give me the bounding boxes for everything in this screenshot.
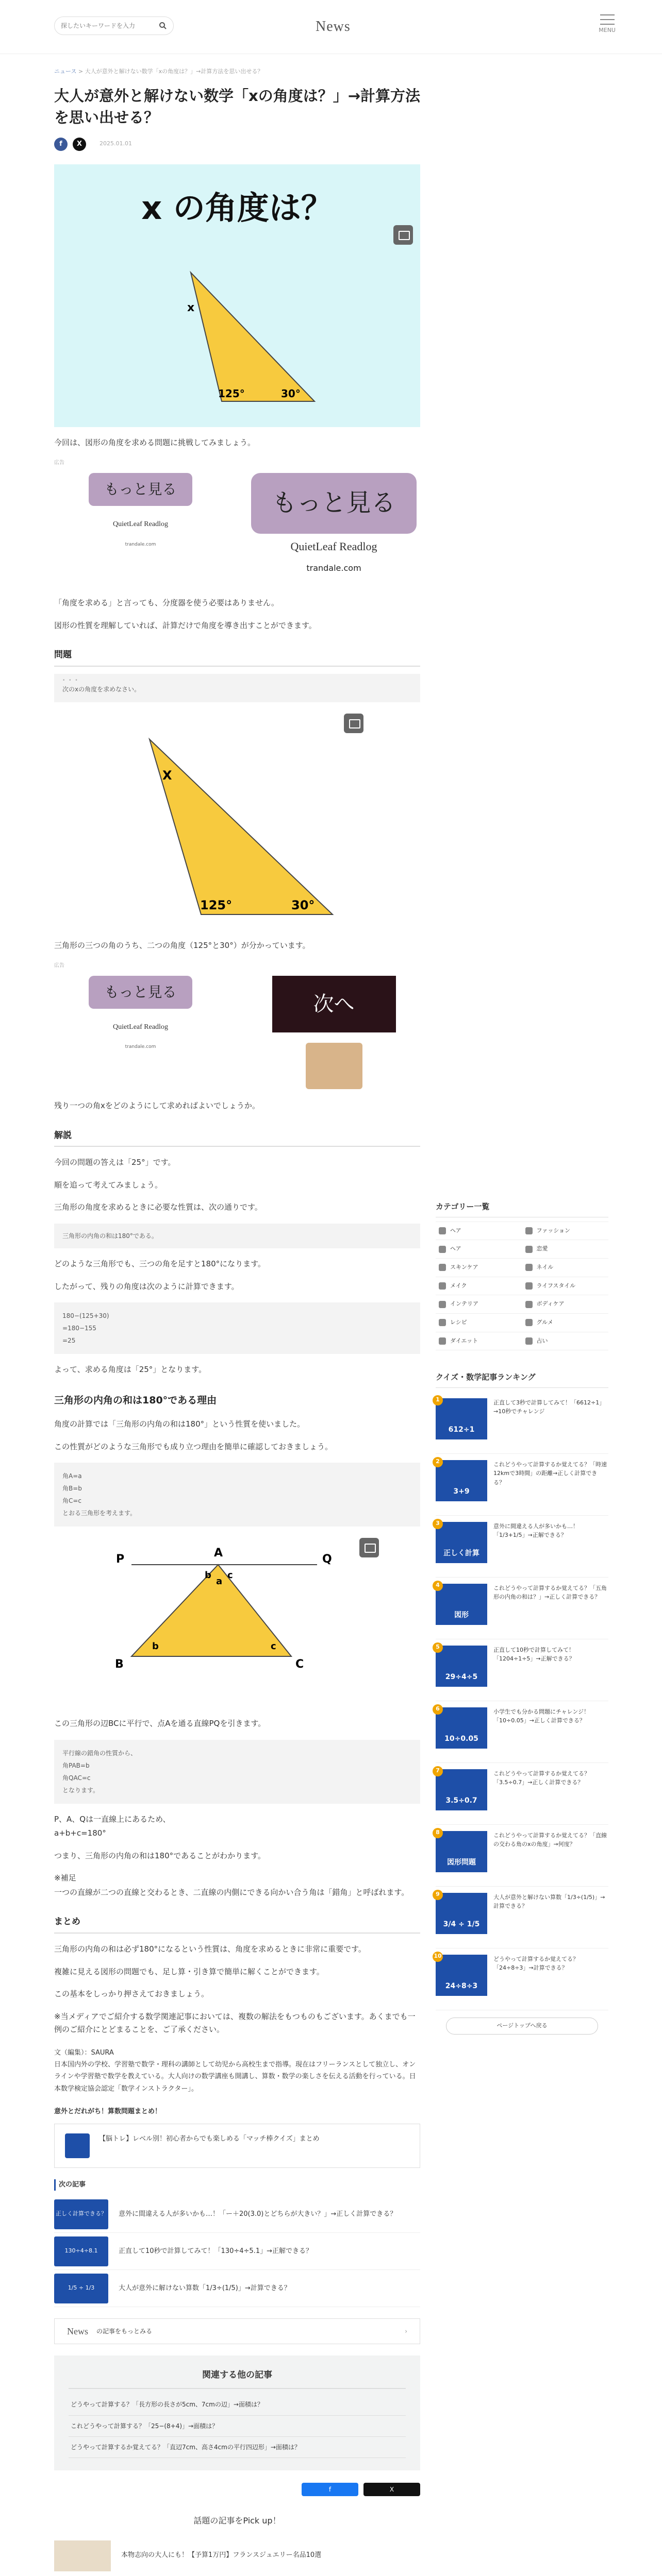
category-label: ヘア — [450, 1227, 461, 1234]
follow-logo: News — [67, 2326, 88, 2336]
ad-card-dark[interactable] — [247, 969, 420, 1090]
proof-figure — [54, 1533, 420, 1708]
hero-label-x: x — [187, 301, 195, 314]
ranking-title-text[interactable]: 正直して10秒で計算してみて！「1204÷1÷5」→正解できる？ — [493, 1646, 575, 1663]
answer-paragraph-1: 今回の問題の答えは「25°」です。 — [54, 1158, 176, 1167]
ranking-item[interactable] — [436, 1825, 608, 1887]
hero-image — [54, 164, 420, 427]
category-grid — [436, 1222, 608, 1351]
answer-paragraph-2: 順を追って考えてみましょう。 — [54, 1180, 163, 1190]
category-icon — [525, 1227, 533, 1234]
proof-label-c: C — [295, 1658, 304, 1671]
intro-paragraph-3: 図形の性質を理解していれば、計算だけで角度を導き出すことができます。 — [54, 620, 317, 630]
category-item[interactable] — [522, 1314, 609, 1332]
ranking-title-text[interactable]: これどうやって計算するか覚えてる？「五角形の内角の和は？」→正しく計算できる？ — [493, 1584, 607, 1601]
ad-image — [306, 1043, 362, 1089]
category-icon — [525, 1264, 533, 1271]
problem-box — [54, 674, 420, 702]
reason-box — [54, 1463, 420, 1527]
category-icon — [439, 1227, 446, 1234]
ranking-thumbnail — [436, 1584, 487, 1625]
proof-angle-c: c — [271, 1641, 276, 1652]
summary-paragraph-2: 複雑に見える図形の問題でも、足し算・引き算で簡単に解くことができます。 — [54, 1967, 324, 1976]
category-icon — [439, 1319, 446, 1326]
category-title: カテゴリー一覧 — [436, 1200, 608, 1217]
ranking-thumb-text: 図形 — [454, 1611, 469, 1620]
problem-triangle — [54, 708, 420, 930]
problem-hint: 三角形の三つの角のうち、二つの角度（125°と30°）が分かっています。 — [54, 940, 310, 950]
category-item[interactable] — [436, 1332, 522, 1351]
category-label: スキンケア — [450, 1263, 478, 1270]
ranking-thumb-text: 正しく計算 — [443, 1549, 479, 1558]
category-icon — [525, 1246, 533, 1253]
ranking-thumbnail — [436, 1955, 487, 1996]
section-problem-heading: 問題 — [54, 648, 420, 667]
next-article-thumbnail: 1/5 ÷ 1/3 — [54, 2274, 108, 2303]
hero-triangle — [54, 164, 420, 427]
reason-line: 角QAC=c — [62, 1774, 91, 1782]
section-summary-heading: まとめ — [54, 1914, 420, 1934]
ad-more-button[interactable]: もっと見る — [89, 976, 192, 1009]
ranking-title-text[interactable]: 意外に間違える人が多いかも…！「1/3+1/5」→正解できる？ — [493, 1522, 578, 1539]
next-article-title[interactable]: 正直して10秒で計算してみて！「130÷4÷5.1」→正解できる？ — [119, 2247, 312, 2255]
ranking-thumb-text: 612÷1 — [448, 1426, 475, 1434]
ad-label: 広告 — [54, 460, 64, 466]
rank-number: 3 — [433, 1519, 443, 1529]
category-icon — [439, 1246, 446, 1253]
ad-brand-large: QuietLeaf Readlog — [290, 539, 377, 553]
category-item[interactable] — [522, 1222, 609, 1241]
ranking-item[interactable] — [436, 1516, 608, 1578]
ranking-title-text[interactable]: どうやって計算するか覚えてる？「24÷8÷3」→計算できる？ — [493, 1955, 578, 1972]
category-item[interactable] — [522, 1295, 609, 1314]
problem-figure — [54, 708, 420, 930]
ad-url: trandale.com — [125, 1044, 156, 1050]
ranking-item[interactable] — [436, 1578, 608, 1639]
category-label: レシピ — [450, 1318, 467, 1326]
category-item[interactable] — [436, 1314, 522, 1332]
category-label: 占い — [536, 1337, 548, 1344]
rank-number: 5 — [433, 1642, 443, 1653]
summary-paragraph-1: 三角形の内角の和は必ず180°になるという性質は、角度を求めるときに非常に重要です。 — [54, 1944, 366, 1954]
next-article-thumbnail: 正しく計算できる？ — [54, 2199, 108, 2229]
proof-diagram — [54, 1533, 420, 1708]
ranking-list — [436, 1392, 608, 2010]
ranking-title: クイズ・数学記事ランキング — [436, 1371, 608, 1388]
hamburger-icon — [600, 14, 615, 25]
category-item[interactable] — [522, 1259, 609, 1277]
related-title: 関連する他の記事 — [69, 2368, 406, 2389]
recommend-title: 意外とだれがち！算数問題まとめ！ — [54, 2108, 162, 2116]
ranking-thumbnail — [436, 1522, 487, 1563]
summary-paragraph-3: この基本をしっかり押さえておきましょう。 — [54, 1989, 209, 1999]
ad-url-large: trandale.com — [306, 563, 361, 573]
recommend-text[interactable]: 【脳トレ】レベル別！初心者からでも楽しめる「マッチ棒クイズ」まとめ — [99, 2135, 320, 2143]
ad-brand: QuietLeaf Readlog — [113, 520, 168, 528]
rank-number: 10 — [433, 1952, 443, 1962]
reason-box-2 — [54, 1740, 420, 1804]
ad-label: 広告 — [54, 963, 64, 969]
calculation-box — [54, 1302, 420, 1354]
reason-line: 角C=c — [62, 1497, 82, 1505]
ranking-thumbnail — [436, 1769, 487, 1810]
rank-number: 7 — [433, 1766, 443, 1776]
category-label: ボディケア — [536, 1300, 565, 1308]
proof-angle-b-top: b — [205, 1570, 211, 1581]
next-article-title[interactable]: 大人が意外に解けない算数「1/3÷(1/5)」→計算できる？ — [119, 2284, 291, 2292]
ranking-item[interactable] — [436, 1454, 608, 1516]
rank-number: 6 — [433, 1704, 443, 1715]
facebook-share-icon[interactable]: f — [54, 138, 68, 151]
ranking-thumbnail — [436, 1643, 487, 1687]
next-article-item[interactable] — [54, 2196, 420, 2233]
proof-label-a: A — [214, 1547, 223, 1560]
next-section-title: 次の記事 — [54, 2179, 420, 2191]
ranking-thumb-text: 3/4 ÷ 1/5 — [443, 1920, 480, 1929]
ranking-title-text[interactable]: これどうやって計算するか覚えてる？「時速12kmで3時間」の距離→正しく計算できる？ — [493, 1461, 607, 1486]
bottom-share-buttons — [54, 2483, 420, 2496]
publish-date: 2025.01.01 — [100, 140, 132, 147]
sidebar — [436, 1200, 608, 2042]
back-to-top-button[interactable]: ページトップへ戻る — [446, 2018, 598, 2035]
answer-paragraph-5: したがって、残りの角度は次のように計算できます。 — [54, 1281, 239, 1291]
next-article-list — [54, 2196, 420, 2307]
ranking-title-text[interactable]: これどうやって計算するか覚えてる？「直線の交わる角のxの角度」→何度？ — [493, 1832, 607, 1848]
site-header — [0, 0, 662, 54]
ranking-thumb-text: 3.5÷0.7 — [445, 1797, 477, 1805]
article-title: 大人が意外と解けない数学「xの角度は？」→計算方法を思い出せる？ — [54, 87, 421, 126]
category-item[interactable] — [436, 1295, 522, 1314]
proof-label-p: P — [116, 1553, 125, 1566]
reason-line: となります。 — [62, 1786, 100, 1794]
category-icon — [525, 1319, 533, 1326]
pickup-thumbnail — [54, 2540, 111, 2571]
ranking-thumb-text: 10÷0.05 — [444, 1735, 478, 1743]
x-share-icon[interactable]: X — [73, 138, 86, 151]
category-label: メイク — [450, 1282, 467, 1289]
search-input[interactable] — [61, 22, 159, 29]
category-item[interactable] — [436, 1277, 522, 1296]
ranking-title-text[interactable]: これどうやって計算するか覚えてる？「3.5÷0.7」→正しく計算できる？ — [493, 1770, 590, 1786]
reason-paragraph-3: この三角形の辺BCに平行で、点Aを通る直線PQを引きます。 — [54, 1719, 266, 1728]
ranking-thumbnail — [436, 1831, 487, 1872]
rank-number: 2 — [433, 1457, 443, 1467]
breadcrumb-current: 大人が意外と解けない数学「xの角度は？」→計算方法を思い出せる？ — [85, 68, 263, 75]
reason-paragraph-5: a+b+c=180° — [54, 1828, 106, 1838]
intro-paragraph-2: 「角度を求める」と言っても、分度器を使う必要はありません。 — [54, 598, 279, 608]
search-box[interactable] — [54, 16, 174, 35]
ranking-thumb-text: 3+9 — [453, 1487, 470, 1496]
note-text: 一つの直線が二つの直線と交わるとき、二直線の内側にできる向かい合う角は「錯角」と呼ばれます。 — [54, 1887, 409, 1897]
category-icon — [525, 1282, 533, 1290]
related-article-link[interactable]: これどうやって計算する？「25−(8+4)」→面積は？ — [69, 2416, 406, 2437]
breadcrumb: ニュース > 大人が意外と解けない数学「xの角度は？」→計算方法を思い出せる？ — [54, 68, 263, 75]
category-label: インテリア — [450, 1300, 478, 1308]
category-label: ヘア — [450, 1245, 461, 1252]
search-icon[interactable] — [159, 22, 167, 30]
breadcrumb-home[interactable]: ニュース — [54, 68, 77, 75]
next-article-thumbnail: 130÷4÷8.1 — [54, 2236, 108, 2266]
category-icon — [439, 1337, 446, 1345]
recommend-thumbnail — [65, 2133, 90, 2158]
category-label: ファッション — [536, 1227, 571, 1234]
rank-number: 8 — [433, 1828, 443, 1838]
ranking-item[interactable] — [436, 1948, 608, 2010]
ad-card-large[interactable] — [247, 466, 420, 587]
category-label: ダイエット — [450, 1337, 478, 1344]
section-answer-heading: 解説 — [54, 1128, 420, 1147]
recommend-card[interactable] — [54, 2124, 420, 2168]
ranking-thumb-text: 24÷8÷3 — [445, 1982, 478, 1991]
category-icon — [439, 1301, 446, 1308]
ranking-thumbnail — [436, 1707, 487, 1749]
reason-heading: 三角形の内角の和は180°である理由 — [54, 1394, 217, 1406]
follow-text[interactable]: の記事をもっとみる — [96, 2328, 153, 2335]
hero-angle-125: 125° — [218, 387, 245, 400]
author-bio: 日本国内外の学校、学習塾で数学・理科の講師として幼児から高校生まで指導。現在はフリーランスとして独立し、オンラインや学習塾で数学を教えている。大人向けの数学講座も開講し、算数・数学の楽しさを伝える活動を行っている。日本数学検定協会認定「数学インストラクター」。 — [54, 2060, 416, 2093]
hero-angle-30: 30° — [281, 387, 301, 400]
answer-paragraph-6: よって、求める角度は「25°」となります。 — [54, 1365, 207, 1375]
ranking-thumbnail — [436, 1398, 487, 1439]
ranking-thumbnail — [436, 1893, 487, 1934]
pickup-title: 話題の記事をPick up！ — [193, 2516, 281, 2526]
proof-label-b: B — [115, 1658, 124, 1671]
rank-number: 4 — [433, 1581, 443, 1591]
menu-button[interactable] — [599, 14, 616, 36]
category-item[interactable] — [522, 1240, 609, 1259]
reason-paragraph-2: この性質がどのような三角形でも成り立つ理由を簡単に確認しておきましょう。 — [54, 1442, 333, 1451]
next-article-title[interactable]: 意外に間違える人が多いかも…！「ー＋20(3.0)とどちらが大きい？」→正しく計算できる？ — [119, 2210, 397, 2218]
proof-label-q: Q — [322, 1553, 332, 1566]
category-item[interactable] — [436, 1222, 522, 1241]
x-share-button[interactable]: X — [363, 2483, 420, 2496]
category-item[interactable] — [522, 1332, 609, 1351]
ad-banner-2[interactable] — [54, 961, 420, 1090]
category-icon — [439, 1264, 446, 1271]
ranking-thumb-text: 29÷4÷5 — [445, 1673, 478, 1682]
reason-line: 角A=a — [62, 1472, 82, 1480]
category-icon — [439, 1282, 446, 1290]
facebook-share-button[interactable]: f — [302, 2483, 358, 2496]
next-article-item[interactable] — [54, 2233, 420, 2270]
follow-banner[interactable] — [54, 2318, 420, 2344]
chevron-right-icon: › — [405, 2328, 407, 2335]
ranking-item[interactable] — [436, 1392, 608, 1454]
reason-line: 角B=b — [62, 1485, 82, 1493]
ranking-title-text[interactable]: 正直して3秒で計算してみて！「6612÷1」→10秒でチャレンジ — [493, 1399, 605, 1415]
ad-more-button-large[interactable]: もっと見る — [251, 473, 416, 534]
ad-brand: QuietLeaf Readlog — [113, 1023, 168, 1031]
disclaimer: ※当メディアでご紹介する数学関連記事においては、複数の解法をもつものもございます。あくまでも一例のご紹介にとどまることを、ご了承ください。 — [54, 2011, 416, 2035]
figure-angle-30: 30° — [291, 897, 315, 912]
category-label: ネイル — [536, 1263, 554, 1270]
answer-paragraph-4: どのような三角形でも、三つの角を足すと180°になります。 — [54, 1259, 266, 1269]
calc-line: =180−155 — [62, 1325, 96, 1332]
proof-angle-a: a — [216, 1576, 223, 1587]
rule-text: 三角形の内角の和は180°である。 — [62, 1232, 158, 1240]
calc-line: 180−(125+30) — [62, 1312, 109, 1320]
category-item[interactable] — [522, 1277, 609, 1296]
category-item[interactable] — [436, 1240, 522, 1259]
category-icon — [525, 1337, 533, 1345]
ranking-item[interactable] — [436, 1763, 608, 1825]
ranking-title-text[interactable]: 大人が意外と解けない算数「1/3÷(1/5)」→計算できる？ — [493, 1893, 605, 1910]
reason-paragraph-1: 角度の計算では「三角形の内角の和は180°」という性質を使いました。 — [54, 1419, 305, 1429]
author-name: 文（編集）：SAURA — [54, 2048, 114, 2057]
next-article-item[interactable] — [54, 2270, 420, 2307]
pickup-top-title[interactable]: 本物志向の大人にも！【予算1万円】フランスジュエリー名品10選 — [121, 2551, 322, 2560]
related-article-link[interactable]: どうやって計算するか覚えてる？「直辺7cm、高さ4cmの平行四辺形」→面積は？ — [69, 2437, 406, 2458]
ad-more-button[interactable]: もっと見る — [89, 473, 192, 506]
answer-paragraph-3: 三角形の角度を求めるときに必要な性質は、次の通りです。 — [54, 1202, 262, 1212]
reason-paragraph-4: P、A、Qは一直線上にあるため、 — [54, 1814, 171, 1824]
intro-paragraph-1: 今回は、図形の角度を求める問題に挑戦してみましょう。 — [54, 437, 256, 447]
category-item[interactable] — [436, 1259, 522, 1277]
problem-question: 残り一つの角xをどのようにして求めればよいでしょうか。 — [54, 1101, 260, 1111]
ad-card-small[interactable] — [54, 466, 227, 587]
category-label: 恋愛 — [536, 1245, 548, 1252]
site-logo[interactable]: News — [316, 19, 351, 35]
article-meta — [54, 138, 420, 151]
ad-next-button[interactable]: 次へ — [272, 976, 396, 1032]
box-dots: • • • — [62, 678, 79, 684]
reason-paragraph-6: つまり、三角形の内角の和は180°であることがわかります。 — [54, 1851, 266, 1860]
proof-angle-c-top: c — [227, 1570, 233, 1581]
reason-line: 角PAB=b — [62, 1761, 90, 1769]
problem-text: 次のxの角度を求めなさい。 — [62, 686, 141, 693]
author-profile — [54, 2047, 420, 2095]
rank-number: 1 — [433, 1395, 443, 1405]
article-main — [54, 62, 420, 2576]
rule-box — [54, 1224, 420, 1248]
ranking-title-text[interactable]: 小学生でも分かる問題にチャレンジ！「10÷0.05」→正しく計算できる？ — [493, 1708, 590, 1724]
calc-line: =25 — [62, 1337, 76, 1345]
ranking-item[interactable] — [436, 1887, 608, 1948]
note-heading: ※補足 — [54, 1873, 76, 1883]
ranking-thumbnail — [436, 1460, 487, 1501]
ranking-item[interactable] — [436, 1701, 608, 1763]
related-article-link[interactable]: どうやって計算する？「長方形の長さが5cm、7cmの辺」→面積は？ — [69, 2394, 406, 2415]
category-label: グルメ — [536, 1318, 553, 1326]
ad-url: trandale.com — [125, 541, 156, 547]
related-articles — [54, 2355, 420, 2470]
ad-card-small[interactable] — [54, 969, 227, 1090]
ad-banner-1[interactable] — [54, 459, 420, 587]
menu-label: MENU — [599, 27, 616, 33]
ranking-item[interactable] — [436, 1639, 608, 1701]
figure-label-x: X — [162, 768, 172, 783]
figure-angle-125: 125° — [200, 897, 233, 912]
pickup-top-item[interactable] — [54, 2537, 420, 2574]
reason-line: とおる三角形を考えます。 — [62, 1510, 137, 1517]
rank-number: 9 — [433, 1890, 443, 1900]
proof-angle-b: b — [152, 1641, 159, 1652]
hero-title: x の角度は？ — [141, 189, 333, 227]
reason-line: 平行線の錯角の性質から、 — [62, 1749, 137, 1757]
category-icon — [525, 1301, 533, 1308]
ranking-thumb-text: 図形問題 — [447, 1858, 476, 1867]
category-label: ライフスタイル — [536, 1282, 576, 1289]
